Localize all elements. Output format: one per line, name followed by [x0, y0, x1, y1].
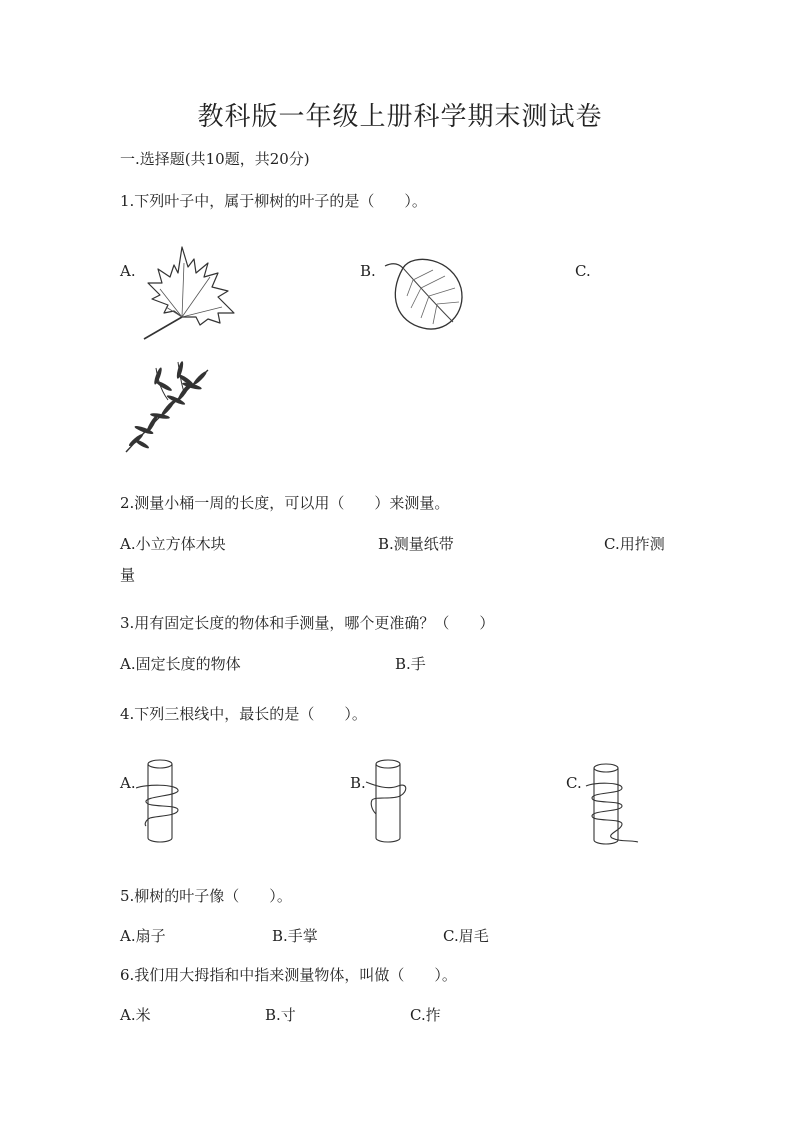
q2-option-a: A.小立方体木块	[120, 535, 226, 553]
question-1-stem: 1.下列叶子中，属于柳树的叶子的是（ ）。	[120, 192, 427, 210]
q6-option-a: A.米	[120, 1006, 151, 1024]
q6-option-b: B.寸	[265, 1006, 296, 1024]
q3-option-a: A.固定长度的物体	[120, 655, 241, 673]
q1-option-b-label: B.	[360, 262, 376, 280]
q4-option-a-label: A.	[120, 774, 136, 792]
question-3-stem: 3.用有固定长度的物体和手测量，哪个更准确？（ ）	[120, 614, 495, 632]
q1-option-a-label: A.	[120, 262, 136, 280]
q1-option-c-label: C.	[575, 262, 591, 280]
cylinder-string-a-image	[136, 756, 192, 846]
section-heading: 一.选择题(共10题，共20分)	[120, 150, 310, 168]
maple-leaf-image	[138, 243, 240, 341]
q4-option-b-label: B.	[350, 774, 366, 792]
cylinder-string-b-image	[362, 756, 418, 846]
round-leaf-image	[383, 252, 465, 332]
page-title: 教科版一年级上册科学期末测试卷	[197, 102, 603, 132]
q5-option-b: B.手掌	[272, 927, 318, 945]
question-4-stem: 4.下列三根线中，最长的是（ ）。	[120, 705, 367, 723]
question-2-stem: 2.测量小桶一周的长度，可以用（ ）来测量。	[120, 494, 450, 512]
question-6-stem: 6.我们用大拇指和中指来测量物体，叫做（ ）。	[120, 966, 457, 984]
q5-option-a: A.扇子	[120, 927, 166, 945]
q2-option-c-wrap: 量	[120, 566, 136, 584]
q4-option-c-label: C.	[566, 774, 582, 792]
cylinder-string-c-image	[582, 760, 642, 850]
q2-option-c: C.用拃测	[604, 535, 665, 553]
question-5-stem: 5.柳树的叶子像（ ）。	[120, 887, 292, 905]
q2-option-b: B.测量纸带	[378, 535, 454, 553]
willow-branch-image	[122, 360, 214, 456]
q3-option-b: B.手	[395, 655, 426, 673]
q6-option-c: C.拃	[410, 1006, 441, 1024]
q5-option-c: C.眉毛	[443, 927, 489, 945]
